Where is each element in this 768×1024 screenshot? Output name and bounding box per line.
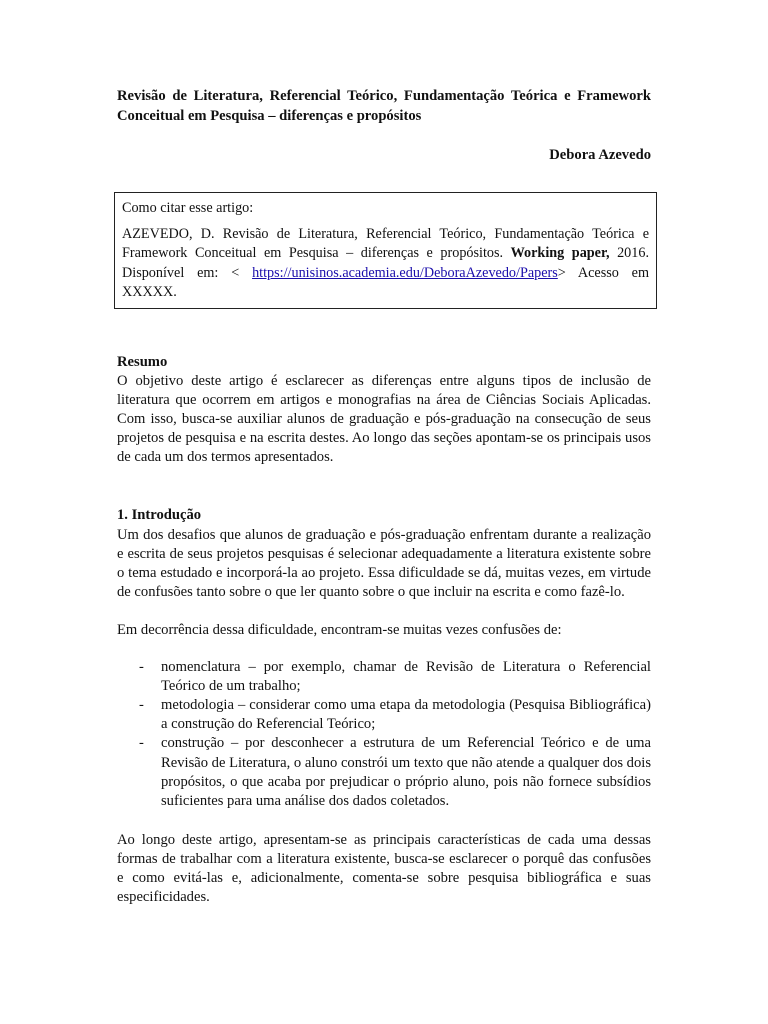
resumo-heading: Resumo xyxy=(117,353,168,370)
list-item xyxy=(117,696,651,734)
author-name: Debora Azevedo xyxy=(549,147,651,163)
list-item-text: metodologia – considerar como uma etapa da metodologia (Pesquisa Bibliográfica) a construção do Referencial Teórico; xyxy=(161,697,651,733)
article-title: Revisão de Literatura, Referencial Teórico, Fundamentação Teórica e Framework Conceitual em Pesquisa – diferenças e propósitos xyxy=(117,88,651,124)
citation-text-part-2: 2016. Disponível em: < xyxy=(122,245,650,281)
list-dash: - xyxy=(139,697,144,714)
confusion-list xyxy=(117,658,651,811)
citation-link[interactable]: https://unisinos.academia.edu/DeboraAzevedo/Papers xyxy=(252,264,558,281)
citation-reference xyxy=(122,225,649,302)
list-item-text: nomenclatura – por exemplo, chamar de Revisão de Literatura o Referencial Teórico de um trabalho; xyxy=(161,659,651,695)
intro-paragraph-1: Um dos desafios que alunos de graduação e pós-graduação enfrentam durante a realização e escrita de seus projetos pesquisas é selecionar adequadamente a literatura existente sobre o tema estudado e incorporá-la ao projeto. Essa dificuldade se dá, muitas vezes, em virtude de confusões tanto sobre o que ler quanto sobre o que incluir na escrita e como fazê-lo. xyxy=(117,526,651,600)
intro-heading: 1. Introdução xyxy=(117,507,202,524)
citation-heading: Como citar esse artigo: xyxy=(122,200,254,217)
citation-working-paper: Working paper, xyxy=(510,245,610,262)
resumo-paragraph: O objetivo deste artigo é esclarecer as diferenças entre alguns tipos de inclusão de literatura que ocorrem em artigos e monografias na área de Ciências Sociais Aplicadas. Com isso, busca-se auxiliar alunos de graduação e pós-graduação na consecução de seus projetos de pesquisa e na escrita destes. Ao longo das seções apontam-se os principais usos de cada um dos termos apresentados. xyxy=(117,373,651,466)
document-page xyxy=(117,86,651,907)
citation-text-part-3: > Acesso em XXXXX. xyxy=(122,264,649,300)
citation-box xyxy=(114,192,657,309)
list-item xyxy=(117,658,651,696)
list-item xyxy=(117,734,651,810)
list-dash: - xyxy=(139,659,144,676)
intro-paragraph-3: Ao longo deste artigo, apresentam-se as principais características de cada uma dessas formas de trabalhar com a literatura existente, busca-se esclarecer o porquê das confusões e como evitá-las e, adicionalmente, comenta-se sobre pesquisa bibliográfica e suas especificidades. xyxy=(117,831,651,906)
list-dash: - xyxy=(139,735,144,752)
intro-paragraph-2: Em decorrência dessa dificuldade, encontram-se muitas vezes confusões de: xyxy=(117,621,562,638)
citation-text-part-1: AZEVEDO, D. Revisão de Literatura, Referencial Teórico, Fundamentação Teórica e Framework Conceitual em Pesquisa – diferenças e propósitos. xyxy=(122,226,649,262)
list-item-text: construção – por desconhecer a estrutura de um Referencial Teórico e de uma Revisão de Literatura, o aluno constrói um texto que não atende a qualquer dos dois propósitos, o que acaba por prejudicar o próprio aluno, pois não fornece subsídios suficientes para uma análise dos dados coletados. xyxy=(161,735,651,809)
